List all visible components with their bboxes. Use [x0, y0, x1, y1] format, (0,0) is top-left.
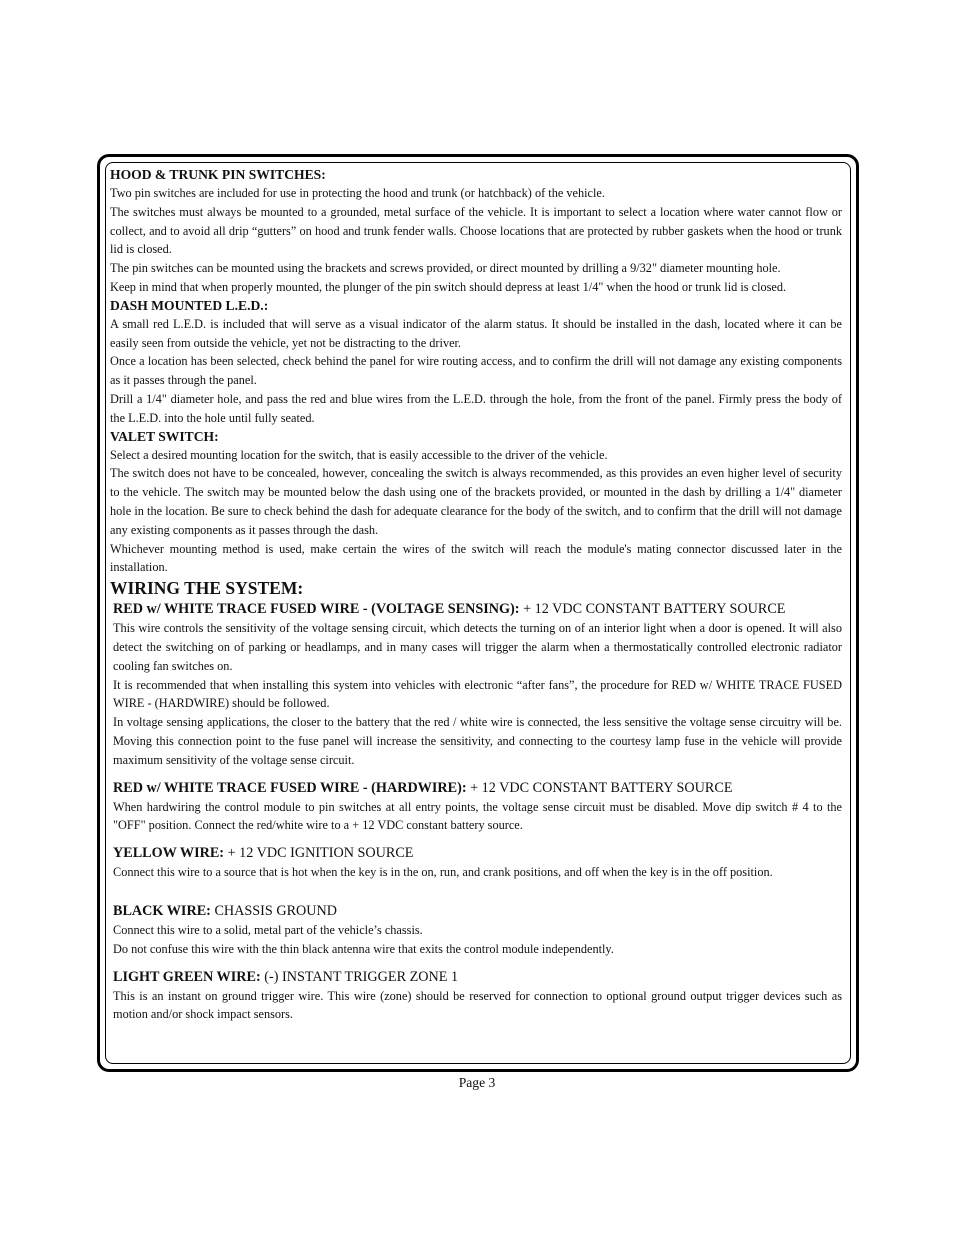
- paragraph: This wire controls the sensitivity of the voltage sensing circuit, which detects the turning on of an interior light when a door is opened. It will also detect the switching on of parking or headlamps, and in many cases will trigger the alarm when a thermostatically controlled electronic radiator cooling fan switches on.: [113, 621, 842, 673]
- paragraph: Keep in mind that when properly mounted, the plunger of the pin switch should depress at least 1/4" when the hood or trunk lid is closed.: [110, 279, 787, 294]
- wire-label: RED w/ WHITE TRACE FUSED WIRE - (HARDWIRE):: [113, 779, 467, 796]
- paragraph: The switch does not have to be concealed, however, concealing the switch is always recommended, as this provides an even higher level of security to the vehicle. The switch may be mounted below the dash using one of the brackets provided, or mounted in the dash by drilling a 1/4" diameter hole in the location. Be sure to check behind the dash for adequate clearance for the body of the switch, and to confirm that the drill will not damage any existing components as it passes through the dash.: [110, 466, 842, 537]
- spacer: [110, 770, 842, 778]
- wire-heading: [113, 901, 842, 921]
- wire-source: + 12 VDC CONSTANT BATTERY SOURCE: [466, 779, 733, 796]
- wire-label: YELLOW WIRE:: [113, 845, 225, 862]
- paragraph: Whichever mounting method is used, make certain the wires of the switch will reach the module's mating connector discussed later in the installation.: [110, 541, 842, 575]
- spacer: [110, 882, 842, 901]
- paragraph: In voltage sensing applications, the closer to the battery that the red / white wire is connected, the less sensitive the voltage sense circuitry will be. Moving this connection point to the fuse panel will increase the sensitivity, and connecting to the courtesy lamp fuse in the vehicle will provide maximum sensitivity of the voltage sense circuit.: [113, 715, 842, 767]
- wire-heading: [113, 843, 842, 863]
- wire-heading: [113, 778, 842, 798]
- section-heading: VALET SWITCH:: [110, 428, 219, 444]
- wiring-title: WIRING THE SYSTEM:: [110, 578, 304, 599]
- wire-heading: [113, 599, 842, 619]
- paragraph: It is recommended that when installing this system into vehicles with electronic “after fans”, the procedure for RED w/ WHITE TRACE FUSED WIRE - (HARDWIRE) should be followed.: [113, 677, 842, 711]
- wire-label: BLACK WIRE:: [113, 902, 211, 919]
- paragraph: Connect this wire to a solid, metal part of the vehicle’s chassis.: [113, 922, 423, 937]
- paragraph: The pin switches can be mounted using the brackets and screws provided, or direct mounted by drilling a 9/32" diameter mounting hole.: [110, 261, 781, 276]
- section-heading: DASH MOUNTED L.E.D.:: [110, 297, 269, 313]
- section-hood-trunk: [110, 166, 842, 297]
- spacer: [110, 959, 842, 967]
- wire-source: + 12 VDC CONSTANT BATTERY SOURCE: [519, 601, 786, 618]
- wire-source: CHASSIS GROUND: [210, 902, 338, 919]
- paragraph: Once a location has been selected, check behind the panel for wire routing access, and to confirm the drill will not damage any existing components as it passes through the panel.: [110, 354, 842, 388]
- section-heading: HOOD & TRUNK PIN SWITCHES:: [110, 167, 326, 182]
- wire-black: [113, 901, 842, 959]
- wire-label: LIGHT GREEN WIRE:: [113, 968, 261, 985]
- paragraph: The switches must always be mounted to a grounded, metal surface of the vehicle. It is important to select a location where water cannot flow or collect, and to avoid all drip “gutters” on hood and trunk fender walls. Choose locations that are protected by rubber gaskets when the hood or trunk lid is closed.: [110, 204, 842, 257]
- paragraph: This is an instant on ground trigger wire. This wire (zone) should be reserved for connection to optional ground output trigger devices such as motion and/or shock impact sensors.: [113, 988, 842, 1022]
- wire-label: RED w/ WHITE TRACE FUSED WIRE - (VOLTAGE SENSING):: [113, 601, 520, 618]
- paragraph: When hardwiring the control module to pin switches at all entry points, the voltage sense circuit must be disabled. Move dip switch # 4 to the "OFF" position. Connect the red/white wire to a + 12 VDC constant battery source.: [113, 799, 842, 833]
- wire-yellow: [113, 843, 842, 882]
- wire-source: + 12 VDC IGNITION SOURCE: [224, 845, 414, 862]
- section-valet-switch: [110, 428, 842, 578]
- spacer: [110, 835, 842, 843]
- wire-red-hardwire: [113, 778, 842, 836]
- wire-light-green: [113, 967, 842, 1025]
- paragraph: Drill a 1/4" diameter hole, and pass the red and blue wires from the L.E.D. through the hole, from the front of the panel. Firmly press the body of the L.E.D. into the hole until fully seated.: [110, 391, 842, 425]
- wire-red-voltage-sensing: [113, 599, 842, 769]
- paragraph: Do not confuse this wire with the thin black antenna wire that exits the control module independently.: [113, 941, 614, 956]
- paragraph: Two pin switches are included for use in protecting the hood and trunk (or hatchback) of the vehicle.: [110, 186, 605, 200]
- paragraph: A small red L.E.D. is included that will serve as a visual indicator of the alarm status. It should be installed in the dash, located where it can be easily seen from outside the vehicle, yet not be distracting to the driver.: [110, 316, 842, 350]
- paragraph: Connect this wire to a source that is hot when the key is in the on, run, and crank positions, and off when the key is in the off position.: [113, 865, 773, 880]
- page-number: Page 3: [458, 1075, 496, 1090]
- document-body: [110, 166, 842, 1024]
- wire-heading: [113, 967, 842, 987]
- wire-source: (-) INSTANT TRIGGER ZONE 1: [260, 968, 459, 985]
- paragraph: Select a desired mounting location for the switch, that is easily accessible to the driver of the vehicle.: [110, 447, 608, 462]
- section-dash-led: [110, 297, 842, 428]
